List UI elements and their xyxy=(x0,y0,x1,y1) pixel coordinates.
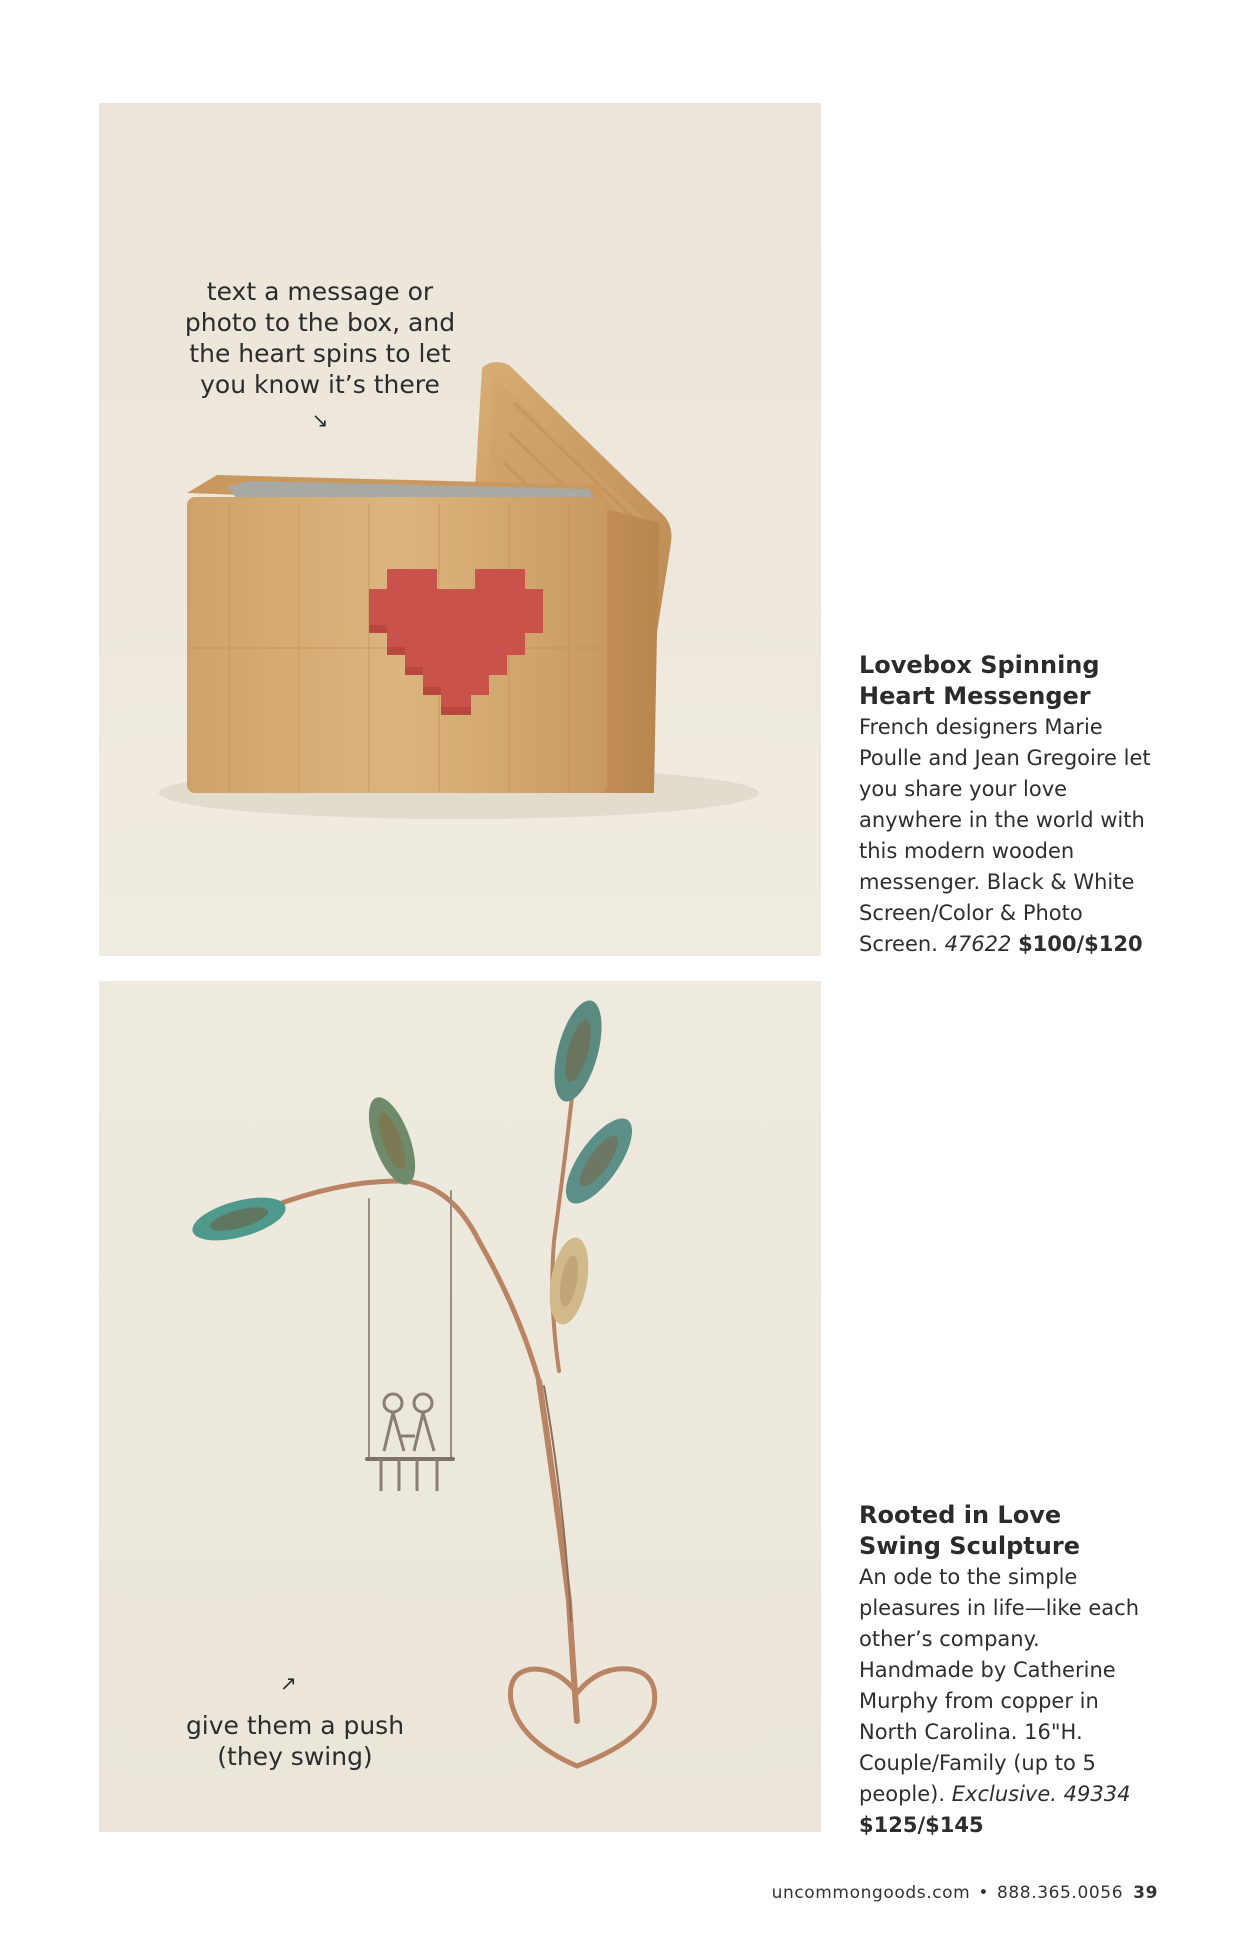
arrow-down-right-icon: ↘ xyxy=(311,408,329,432)
swing-callout xyxy=(170,1671,420,1772)
sku: 47622 xyxy=(944,932,1012,956)
callout-line: text a message or xyxy=(206,277,434,306)
callout-line: (they swing) xyxy=(217,1742,373,1771)
product-swing-sculpture xyxy=(859,1500,1159,1841)
product-description: An ode to the simple pleasures in life—like each other’s company. Handmade by Catherine Murphy from copper in North Carolina. 16"H. Couple/Family (up to 5 people). Exclusive. 49334 $125/$145 xyxy=(859,1565,1140,1837)
lovebox-illustration xyxy=(99,103,821,956)
phone-number: 888.365.0056 xyxy=(996,1883,1124,1903)
callout-line: give them a push xyxy=(185,1711,405,1740)
product-description: French designers Marie Poulle and Jean Gregoire let you share your love anywhere in the world with this modern wooden messenger. Black & White Screen/Color & Photo Screen. 47622 $100/$120 xyxy=(859,715,1151,956)
product-lovebox xyxy=(859,650,1159,960)
product-name: Lovebox Spinning Heart Messenger xyxy=(859,651,1100,710)
exclusive-label: Exclusive. xyxy=(951,1782,1057,1806)
page-footer xyxy=(772,1883,1158,1903)
website-link[interactable]: uncommongoods.com xyxy=(771,1883,971,1903)
callout-line: photo to the box, and xyxy=(184,308,456,337)
lovebox-photo xyxy=(99,103,821,956)
callout-line: the heart spins to let xyxy=(189,339,451,368)
price: $125/$145 xyxy=(859,1813,984,1837)
price: $100/$120 xyxy=(1018,932,1143,956)
arrow-up-right-icon: ↗ xyxy=(280,1671,297,1695)
swing-sculpture-illustration xyxy=(99,981,821,1832)
page-number: 39 xyxy=(1133,1883,1158,1903)
lovebox-callout xyxy=(170,276,470,434)
bullet-separator: • xyxy=(978,1883,989,1903)
sku: 49334 xyxy=(1063,1782,1131,1806)
callout-line: you know it’s there xyxy=(200,370,440,399)
product-name: Rooted in Love Swing Sculpture xyxy=(859,1501,1080,1560)
swing-sculpture-photo xyxy=(99,981,821,1832)
patina-leaves xyxy=(188,996,644,1328)
